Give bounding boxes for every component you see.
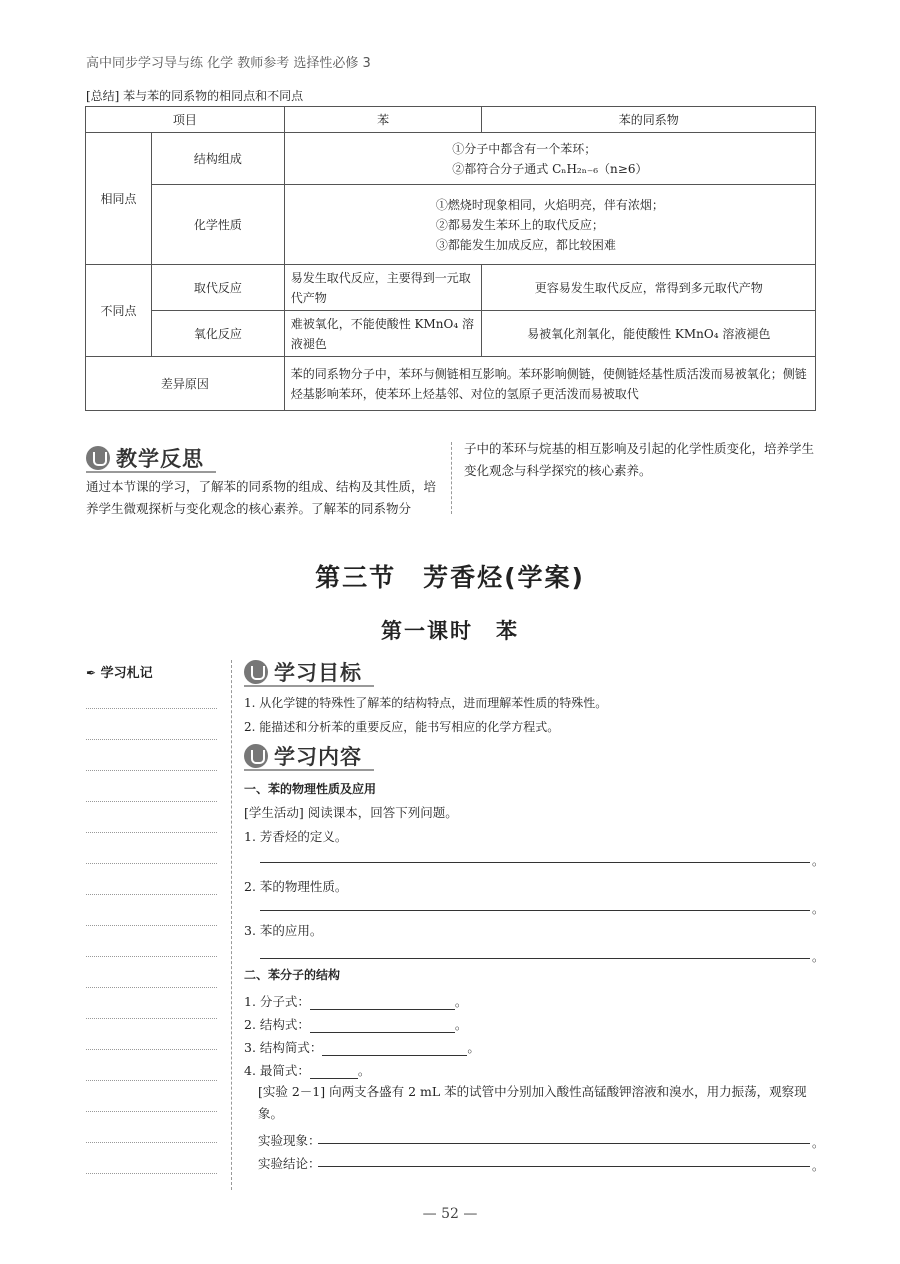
period: 。 bbox=[812, 902, 825, 916]
substitution-label: 取代反应 bbox=[151, 265, 284, 311]
same-label: 相同点 bbox=[86, 133, 152, 265]
notes-line[interactable] bbox=[86, 1049, 217, 1050]
ox-homolog: 易被氧化剂氧化，能使酸性 KMnO₄ 溶液褪色 bbox=[482, 311, 816, 357]
column-divider bbox=[451, 442, 452, 514]
flask-icon bbox=[244, 660, 268, 684]
notes-line[interactable] bbox=[86, 956, 217, 957]
notes-line[interactable] bbox=[86, 1142, 217, 1143]
notes-line[interactable] bbox=[86, 925, 217, 926]
reason-label: 差异原因 bbox=[86, 357, 285, 411]
notes-title-text: 学习札记 bbox=[100, 666, 153, 681]
oxidation-label: 氧化反应 bbox=[151, 311, 284, 357]
lesson-title: 第一课时 苯 bbox=[381, 619, 519, 643]
notes-line[interactable] bbox=[86, 863, 217, 864]
fill-blank[interactable] bbox=[322, 1041, 467, 1056]
answer-line-2[interactable] bbox=[260, 910, 810, 911]
answer-line-1[interactable] bbox=[260, 862, 810, 863]
notes-line[interactable] bbox=[86, 770, 217, 771]
flask-icon bbox=[244, 744, 268, 768]
notes-line[interactable] bbox=[86, 1173, 217, 1174]
formula-row-4 bbox=[244, 1061, 370, 1079]
period: 。 bbox=[812, 1159, 825, 1173]
formula-label: 3. 结构简式： bbox=[244, 1040, 323, 1055]
conclusion-line[interactable] bbox=[318, 1166, 810, 1167]
reflection-title: 教学反思 bbox=[116, 447, 204, 471]
chem-line-2: ②都易发生苯环上的取代反应； bbox=[435, 217, 604, 232]
period: 。 bbox=[812, 854, 825, 868]
formula-label: 1. 分子式： bbox=[244, 994, 310, 1009]
fill-blank[interactable] bbox=[310, 995, 455, 1010]
sub-homolog: 更容易发生取代反应，常得到多元取代产物 bbox=[482, 265, 816, 311]
summary-label: [总结] 苯与苯的同系物的相同点和不同点 bbox=[86, 89, 304, 103]
header-item: 项目 bbox=[86, 107, 285, 133]
reflection-right-text: 子中的苯环与烷基的相互影响及引起的化学性质变化，培养学生变化观念与科学探究的核心素养。 bbox=[464, 441, 815, 478]
chem-cell bbox=[284, 185, 815, 265]
reflection-left-text: 通过本节课的学习，了解苯的同系物的组成、结构及其性质，培养学生微观探析与变化观念的核心素养。了解苯的同系物分 bbox=[86, 479, 437, 516]
header-benzene: 苯 bbox=[284, 107, 482, 133]
section-title: 第三节 芳香烃(学案) bbox=[315, 563, 585, 592]
goals-underline bbox=[244, 685, 374, 687]
period: 。 bbox=[467, 1040, 480, 1055]
question-1: 1. 芳香烃的定义。 bbox=[244, 829, 348, 844]
question-2: 2. 苯的物理性质。 bbox=[244, 879, 348, 894]
notes-line[interactable] bbox=[86, 1018, 217, 1019]
content-underline bbox=[244, 769, 374, 771]
fill-blank[interactable] bbox=[310, 1064, 358, 1079]
ox-benzene: 难被氧化，不能使酸性 KMnO₄ 溶液褪色 bbox=[284, 311, 482, 357]
notes-line[interactable] bbox=[86, 801, 217, 802]
formula-label: 2. 结构式： bbox=[244, 1017, 310, 1032]
period: 。 bbox=[454, 1017, 468, 1032]
period: 。 bbox=[812, 1136, 825, 1150]
phenomenon-line[interactable] bbox=[318, 1143, 810, 1144]
chem-line-3: ③都能发生加成反应，都比较困难 bbox=[435, 237, 616, 252]
goal-2: 2. 能描述和分析苯的重要反应，能书写相应的化学方程式。 bbox=[244, 720, 560, 734]
period: 。 bbox=[812, 950, 825, 964]
header-homolog: 苯的同系物 bbox=[482, 107, 816, 133]
formula-row-3 bbox=[244, 1038, 480, 1056]
reason-text: 苯的同系物分子中，苯环与侧链相互影响。苯环影响侧链，使侧链烃基性质活泼而易被氧化；侧链烃基影响苯环，使苯环上烃基邻、对位的氢原子更活泼而易被取代 bbox=[284, 357, 815, 411]
goal-1: 1. 从化学键的特殊性了解苯的结构特点，进而理解苯性质的特殊性。 bbox=[244, 696, 608, 710]
experiment-text: [实验 2－1] 向两支各盛有 2 mL 苯的试管中分别加入酸性高锰酸钾溶液和溴水，用力振荡，观察现象。 bbox=[258, 1084, 807, 1121]
formula-label: 4. 最简式： bbox=[244, 1063, 310, 1078]
structure-line-2: ②都符合分子通式 CₙH₂ₙ₋₆（n≥6） bbox=[452, 161, 648, 176]
reflection-heading bbox=[86, 443, 204, 473]
structure-line-1: ①分子中都含有一个苯环； bbox=[452, 141, 597, 156]
flask-icon bbox=[86, 446, 110, 470]
structure-label: 结构组成 bbox=[151, 133, 284, 185]
structure-cell bbox=[284, 133, 815, 185]
goals-title: 学习目标 bbox=[274, 661, 362, 685]
comparison-table bbox=[85, 106, 816, 411]
content-title: 学习内容 bbox=[274, 745, 362, 769]
conclusion-label: 实验结论： bbox=[258, 1156, 321, 1171]
content-heading bbox=[244, 741, 362, 771]
page-number: — 52 — bbox=[422, 1206, 478, 1222]
notes-line[interactable] bbox=[86, 739, 217, 740]
goals-heading bbox=[244, 657, 362, 687]
notes-divider bbox=[231, 660, 232, 1190]
phenomenon-label: 实验现象： bbox=[258, 1133, 321, 1148]
period: 。 bbox=[454, 994, 468, 1009]
formula-row-1 bbox=[244, 992, 467, 1010]
question-3: 3. 苯的应用。 bbox=[244, 923, 323, 938]
diff-label: 不同点 bbox=[86, 265, 152, 357]
notes-title bbox=[86, 662, 153, 681]
notes-line[interactable] bbox=[86, 1111, 217, 1112]
reflection-underline bbox=[86, 471, 216, 473]
pen-icon: ✒ bbox=[86, 666, 97, 680]
part2-heading: 二、苯分子的结构 bbox=[244, 968, 341, 982]
fill-blank[interactable] bbox=[310, 1018, 455, 1033]
answer-line-3[interactable] bbox=[260, 958, 810, 959]
formula-row-2 bbox=[244, 1015, 467, 1033]
part1-heading: 一、苯的物理性质及应用 bbox=[244, 782, 377, 796]
sub-benzene: 易发生取代反应，主要得到一元取代产物 bbox=[284, 265, 482, 311]
notes-line[interactable] bbox=[86, 1080, 217, 1081]
activity-text: [学生活动] 阅读课本，回答下列问题。 bbox=[244, 805, 458, 820]
notes-line[interactable] bbox=[86, 708, 217, 709]
period: 。 bbox=[357, 1063, 371, 1078]
notes-line[interactable] bbox=[86, 894, 217, 895]
chem-label: 化学性质 bbox=[151, 185, 284, 265]
notes-line[interactable] bbox=[86, 987, 217, 988]
running-header: 高中同步学习导与练 化学 教师参考 选择性必修 3 bbox=[86, 56, 371, 71]
notes-line[interactable] bbox=[86, 832, 217, 833]
chem-line-1: ①燃烧时现象相同，火焰明亮，伴有浓烟； bbox=[435, 197, 664, 212]
